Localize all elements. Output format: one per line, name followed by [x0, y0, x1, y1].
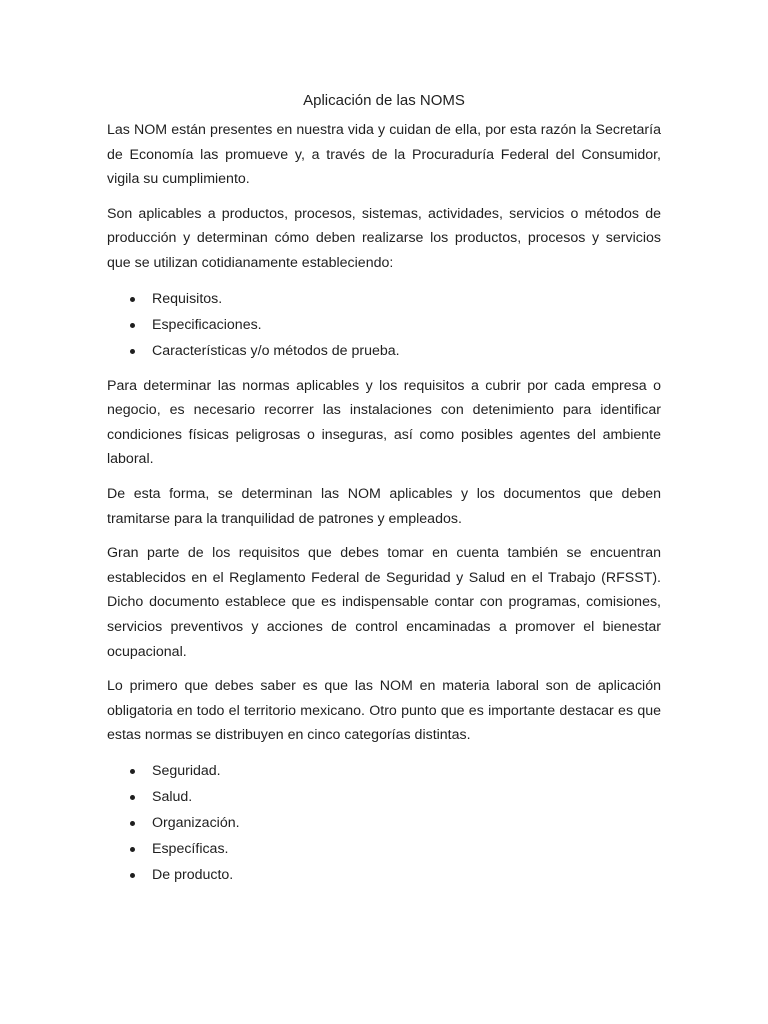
list-item-text: Salud. — [152, 788, 193, 805]
bullet-icon — [130, 847, 135, 852]
list-item-text: Características y/o métodos de prueba. — [152, 342, 400, 359]
bullet-icon — [130, 821, 135, 826]
list-item-text: Específicas. — [152, 840, 229, 857]
bullet-icon — [130, 873, 135, 878]
list-item — [107, 338, 661, 364]
list-item — [107, 810, 661, 836]
paragraph-categories-intro: Lo primero que debes saber es que las NOM en materia laboral son de aplicación obligatoria en todo el territorio mexicano. Otro punto que es importante destacar es que estas normas se distribuyen en cinco categorías distintas. — [107, 678, 661, 744]
bullet-icon — [130, 795, 135, 800]
categories-list — [107, 758, 661, 888]
document-page — [107, 90, 661, 898]
bullet-icon — [130, 297, 135, 302]
paragraph-documents: De esta forma, se determinan las NOM aplicables y los documentos que deben tramitarse para la tranquilidad de patrones y empleados. — [107, 485, 661, 527]
list-item-text: Especificaciones. — [152, 316, 262, 333]
paragraph-determination: Para determinar las normas aplicables y los requisitos a cubrir por cada empresa o negocio, es necesario recorrer las instalaciones con detenimiento para identificar condiciones físicas peligrosas o inseguras, así como posibles agentes del ambiente laboral. — [107, 377, 661, 468]
list-item — [107, 758, 661, 784]
list-item-text: Requisitos. — [152, 290, 223, 307]
paragraph-intro: Las NOM están presentes en nuestra vida y cuidan de ella, por esta razón la Secretaría de Economía las promueve y, a través de la Procuraduría Federal del Consumidor, vigila su cumplimiento. — [107, 122, 661, 188]
list-item-text: Seguridad. — [152, 762, 221, 779]
list-item — [107, 862, 661, 888]
paragraph-rfsst: Gran parte de los requisitos que debes tomar en cuenta también se encuentran establecidos en el Reglamento Federal de Seguridad y Salud en el Trabajo (RFSST). Dicho documento establece que es indispensable contar con programas, comisiones, servicios preventivos y acciones de control encaminadas a promover el bienestar ocupacional. — [107, 545, 661, 660]
list-item — [107, 836, 661, 862]
list-item — [107, 784, 661, 810]
bullet-icon — [130, 323, 135, 328]
list-item — [107, 286, 661, 312]
bullet-icon — [130, 349, 135, 354]
document-title: Aplicación de las NOMS — [303, 92, 465, 109]
list-item — [107, 312, 661, 338]
paragraph-applicability: Son aplicables a productos, procesos, sistemas, actividades, servicios o métodos de producción y determinan cómo deben realizarse los productos, procesos y servicios que se utilizan cotidianamente estableciendo: — [107, 205, 661, 271]
requirements-list — [107, 286, 661, 364]
list-item-text: Organización. — [152, 814, 240, 831]
bullet-icon — [130, 769, 135, 774]
list-item-text: De producto. — [152, 866, 234, 883]
